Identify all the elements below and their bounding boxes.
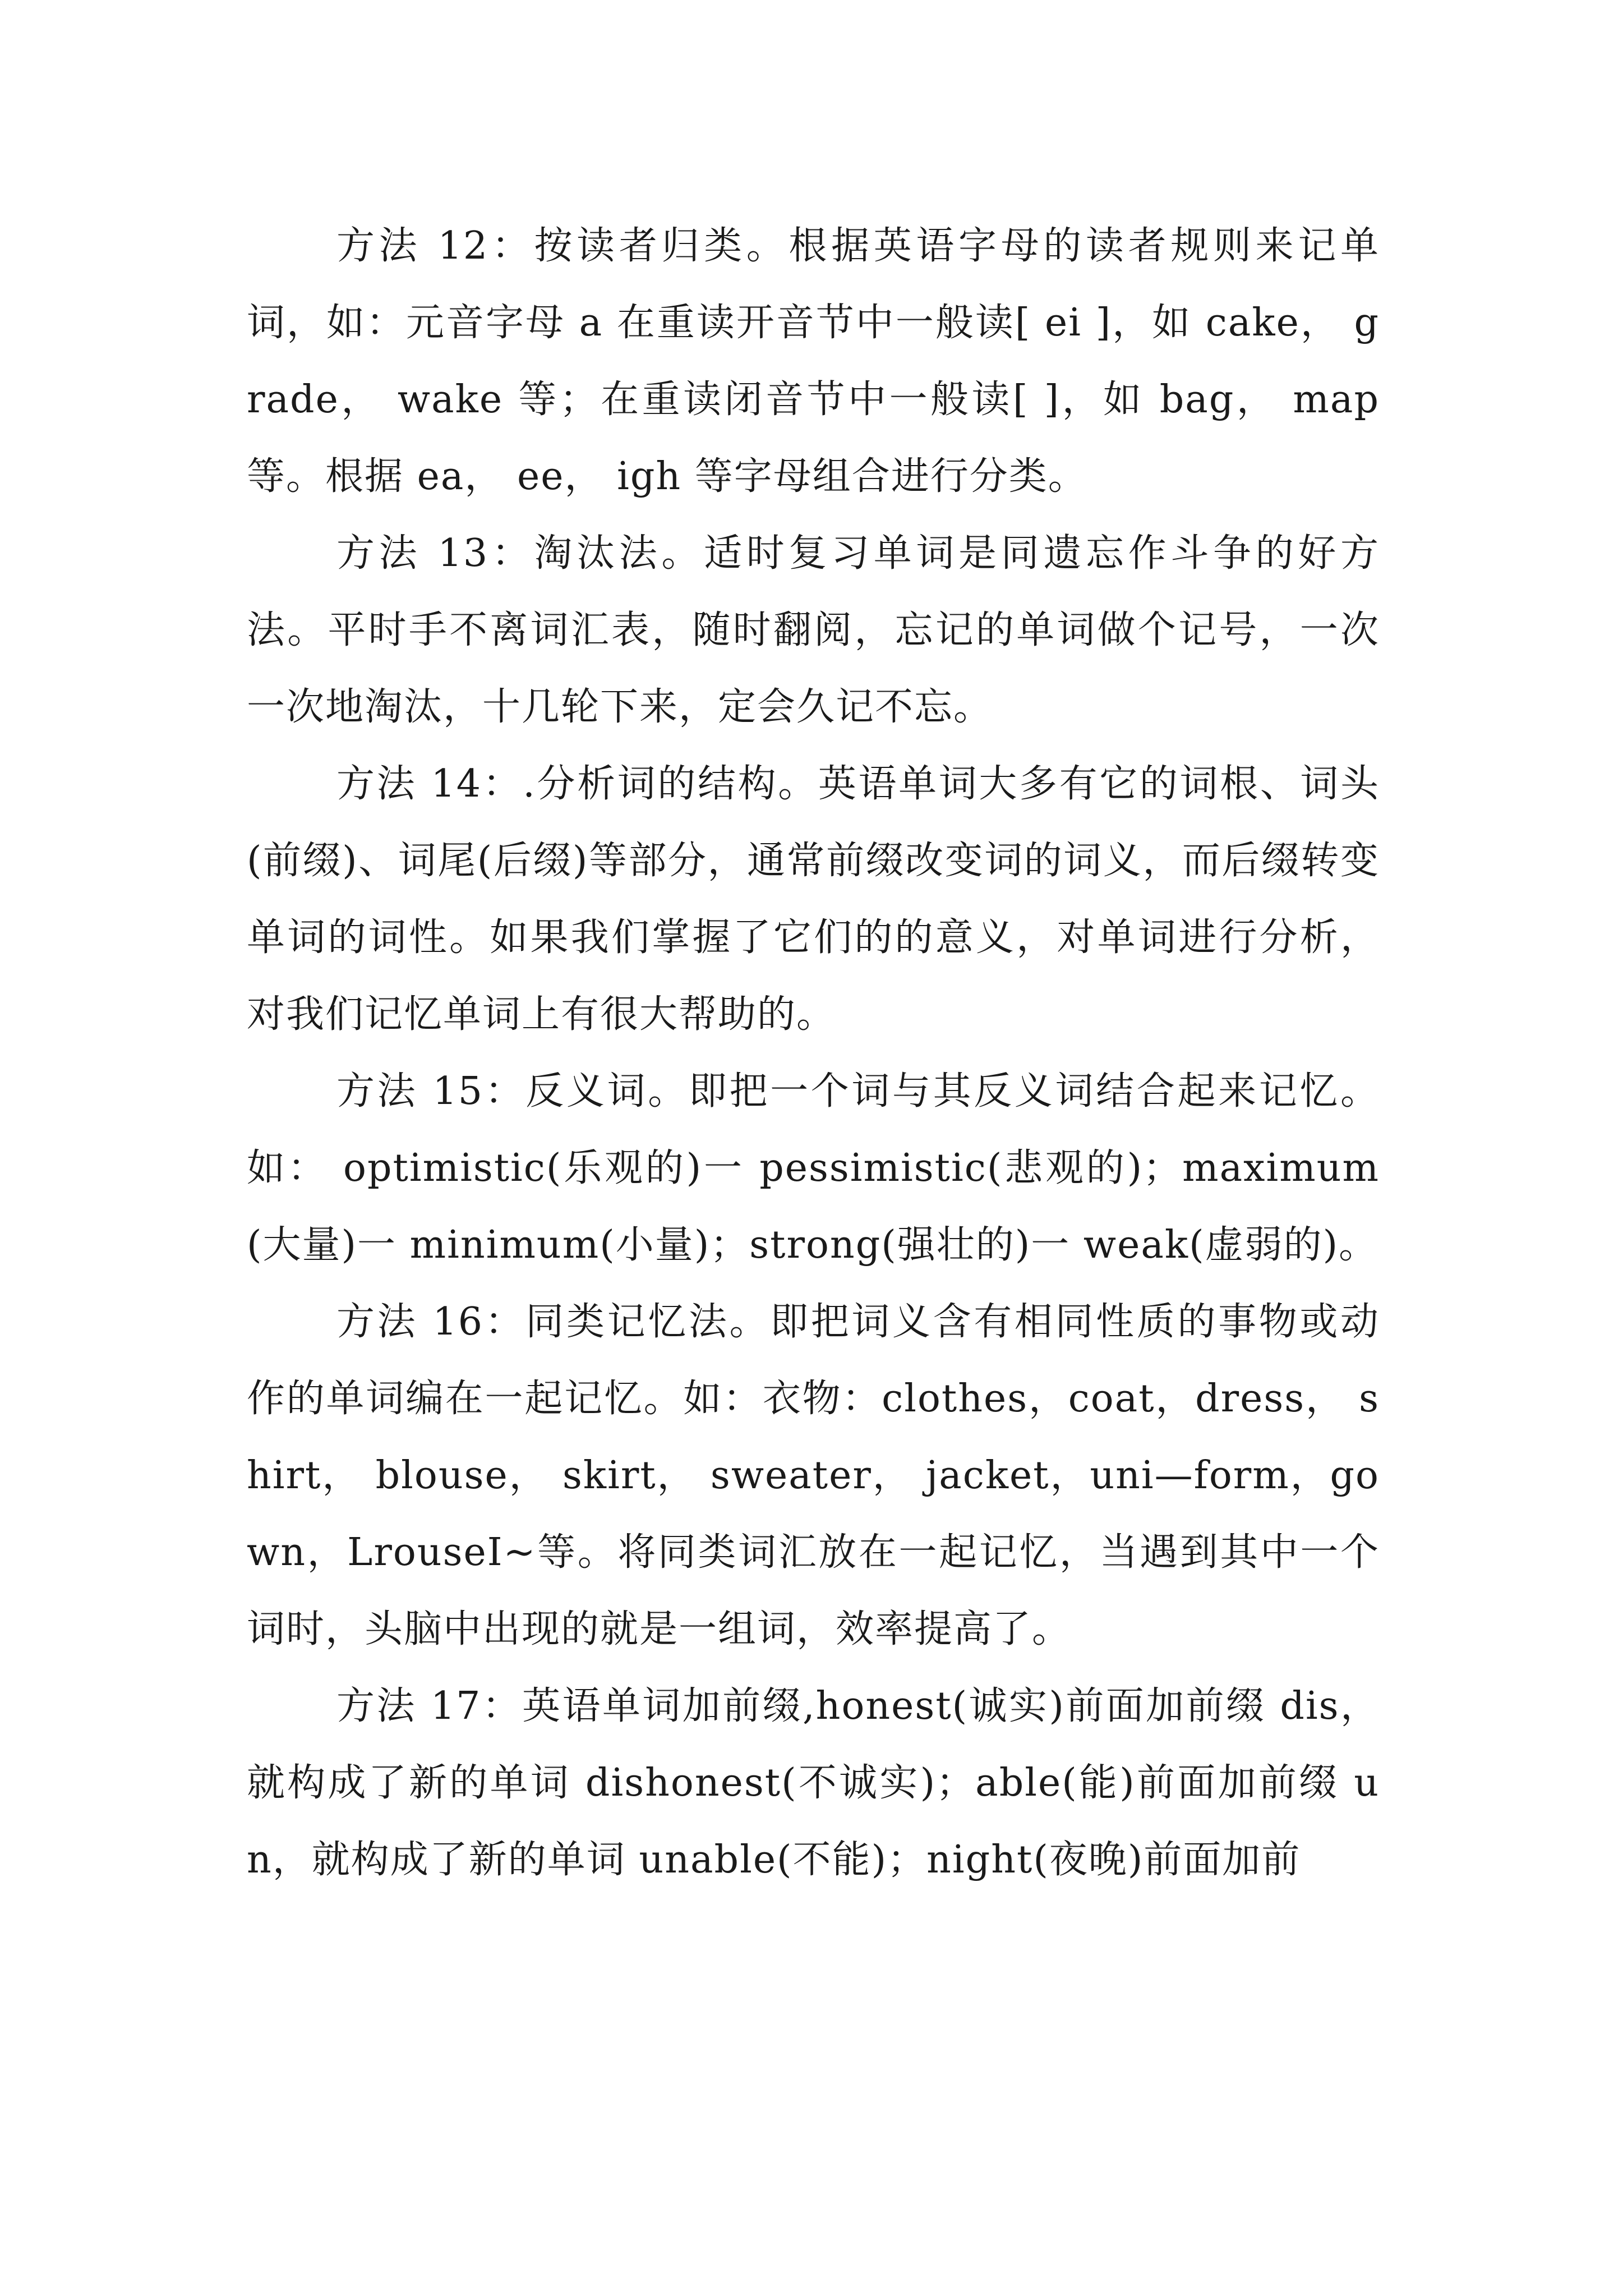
paragraph-method-12: 方法 12：按读者归类。根据英语字母的读者规则来记单词，如：元音字母 a 在重读开音节中一般读[ ei ]，如 cake， grade， wake 等；在重读闭音节中一般读[ ]，如 bag， map 等。根据 ea， ee， igh 等字母组合进行分类。 [247,224,1380,499]
paragraph-method-14: 方法 14：.分析词的结构。英语单词大多有它的词根、词头(前缀)、词尾(后缀)等部分，通常前缀改变词的词义，而后缀转变单词的词性。如果我们掌握了它们的的意义，对单词进行分析，对我们记忆单词上有很大帮助的。 [247,762,1380,1037]
document-page [247,208,1380,1898]
paragraph-method-13: 方法 13：淘汰法。适时复习单词是同遗忘作斗争的好方法。平时手不离词汇表，随时翻阅，忘记的单词做个记号，一次一次地淘汰，十几轮下来，定会久记不忘。 [247,531,1380,729]
paragraph-method-15: 方法 15：反义词。即把一个词与其反义词结合起来记忆。如： optimistic(乐观的)一 pessimistic(悲观的)；maximum(大量)一 minimum(小量)；strong(强壮的)一 weak(虚弱的)。 [247,1069,1380,1267]
paragraph-method-17: 方法 17：英语单词加前缀,honest(诚实)前面加前缀 dis，就构成了新的单词 dishonest(不诚实)；able(能)前面加前缀 un，就构成了新的单词 unable(不能)；night(夜晚)前面加前 [247,1684,1380,1882]
paragraph-method-16: 方法 16：同类记忆法。即把词义含有相同性质的事物或动作的单词编在一起记忆。如：衣物：clothes，coat，dress， shirt， blouse， skirt， sweater， jacket，uni—form，gown，LrouseI~等。将同类词汇放在一起记忆，当遇到其中一个词时，头脑中出现的就是一组词，效率提高了。 [247,1300,1380,1651]
